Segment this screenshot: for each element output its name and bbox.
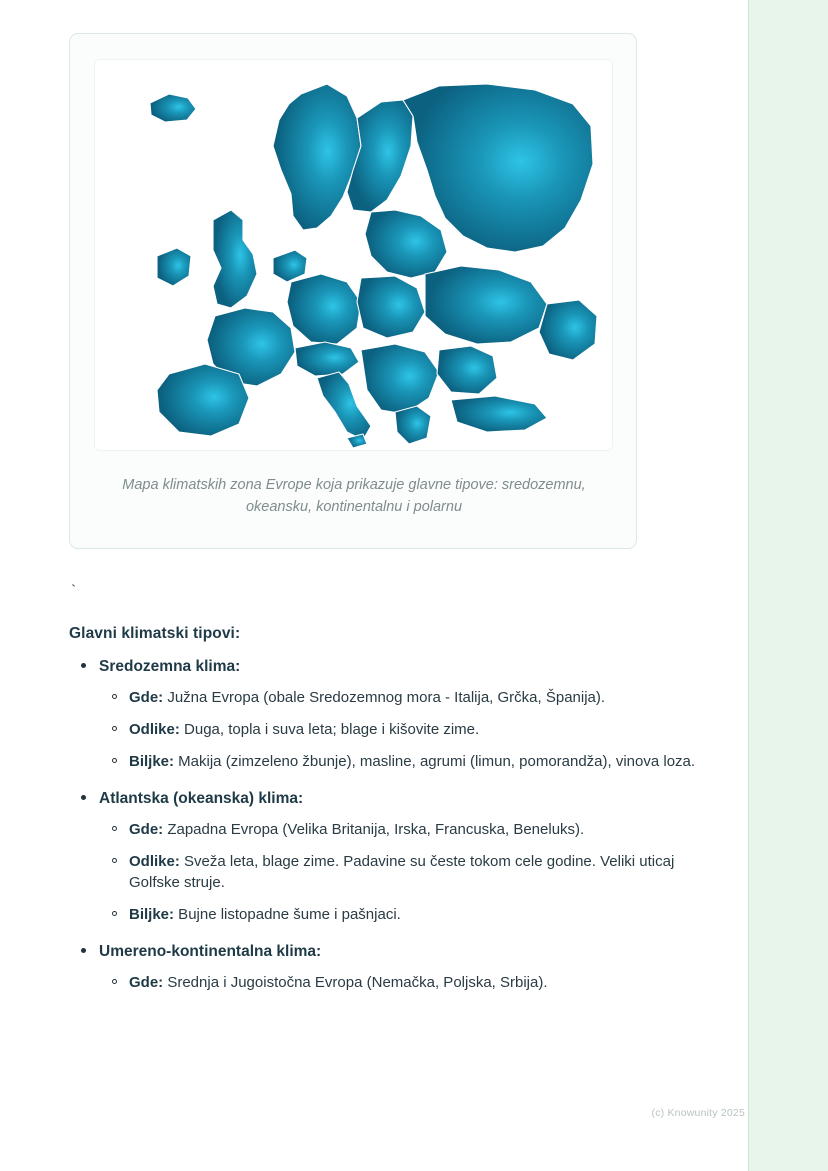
- page-title: Glavni klimatski tipovi:: [69, 625, 241, 642]
- map-image-frame: [94, 59, 613, 451]
- climate-details-list: [99, 819, 728, 926]
- detail-term: Gde:: [129, 820, 164, 838]
- detail-term: Biljke:: [129, 752, 175, 770]
- detail-term: Odlike:: [129, 721, 180, 738]
- detail-term: Gde:: [129, 974, 164, 991]
- list-item: [99, 687, 728, 709]
- copyright-notice: (c) Knowunity 2025: [651, 1107, 745, 1119]
- detail-text: Makija (zimzeleno žbunje), masline, agrumi (limun, pomorandža), vinova loza.: [174, 752, 696, 770]
- list-item: [99, 819, 728, 841]
- list-item: [99, 719, 728, 741]
- climate-type-name: Sredozemna klima:: [99, 658, 241, 675]
- detail-text: Sveža leta, blage zime. Padavine su česte tokom cele godine. Veliki uticaj Golfske struje.: [129, 852, 675, 892]
- detail-term: Biljke:: [129, 906, 175, 923]
- list-item: [69, 787, 728, 926]
- detail-term: Odlike:: [129, 852, 180, 870]
- document-content: [46, 0, 748, 1171]
- body-text: [46, 625, 748, 1008]
- figure-card: [69, 33, 637, 549]
- list-item: [99, 751, 728, 773]
- list-item: [99, 904, 728, 926]
- detail-text: Duga, topla i suva leta; blage i kišovite zime.: [179, 721, 480, 738]
- left-margin-strip: [0, 0, 47, 1171]
- figure-caption: Mapa klimatskih zona Evrope koja prikazuje glavne tipove: sredozemnu, okeansku, kontinentalnu i polarnu: [122, 477, 586, 516]
- detail-text: Srednja i Jugoistočna Evropa (Nemačka, Poljska, Srbija).: [163, 974, 548, 991]
- climate-type-name: Umereno-kontinentalna klima:: [99, 942, 322, 960]
- climate-details-list: [99, 972, 728, 994]
- stray-backtick: `: [69, 583, 79, 600]
- list-item: [99, 972, 728, 994]
- list-item: [99, 851, 728, 895]
- climate-types-list: [69, 655, 728, 994]
- detail-text: Zapadna Evropa (Velika Britanija, Irska, Francuska, Beneluks).: [163, 820, 585, 838]
- list-item: [69, 655, 728, 773]
- detail-text: Južna Evropa (obale Sredozemnog mora - Italija, Grčka, Španija).: [163, 689, 606, 707]
- detail-term: Gde:: [129, 689, 164, 707]
- list-item: [69, 940, 728, 994]
- detail-text: Bujne listopadne šume i pašnjaci.: [174, 906, 401, 923]
- europe-climate-zones-map: [95, 60, 612, 450]
- climate-type-name: Atlantska (okeanska) klima:: [99, 789, 304, 807]
- right-side-panel: [748, 0, 828, 1171]
- climate-details-list: [99, 687, 728, 772]
